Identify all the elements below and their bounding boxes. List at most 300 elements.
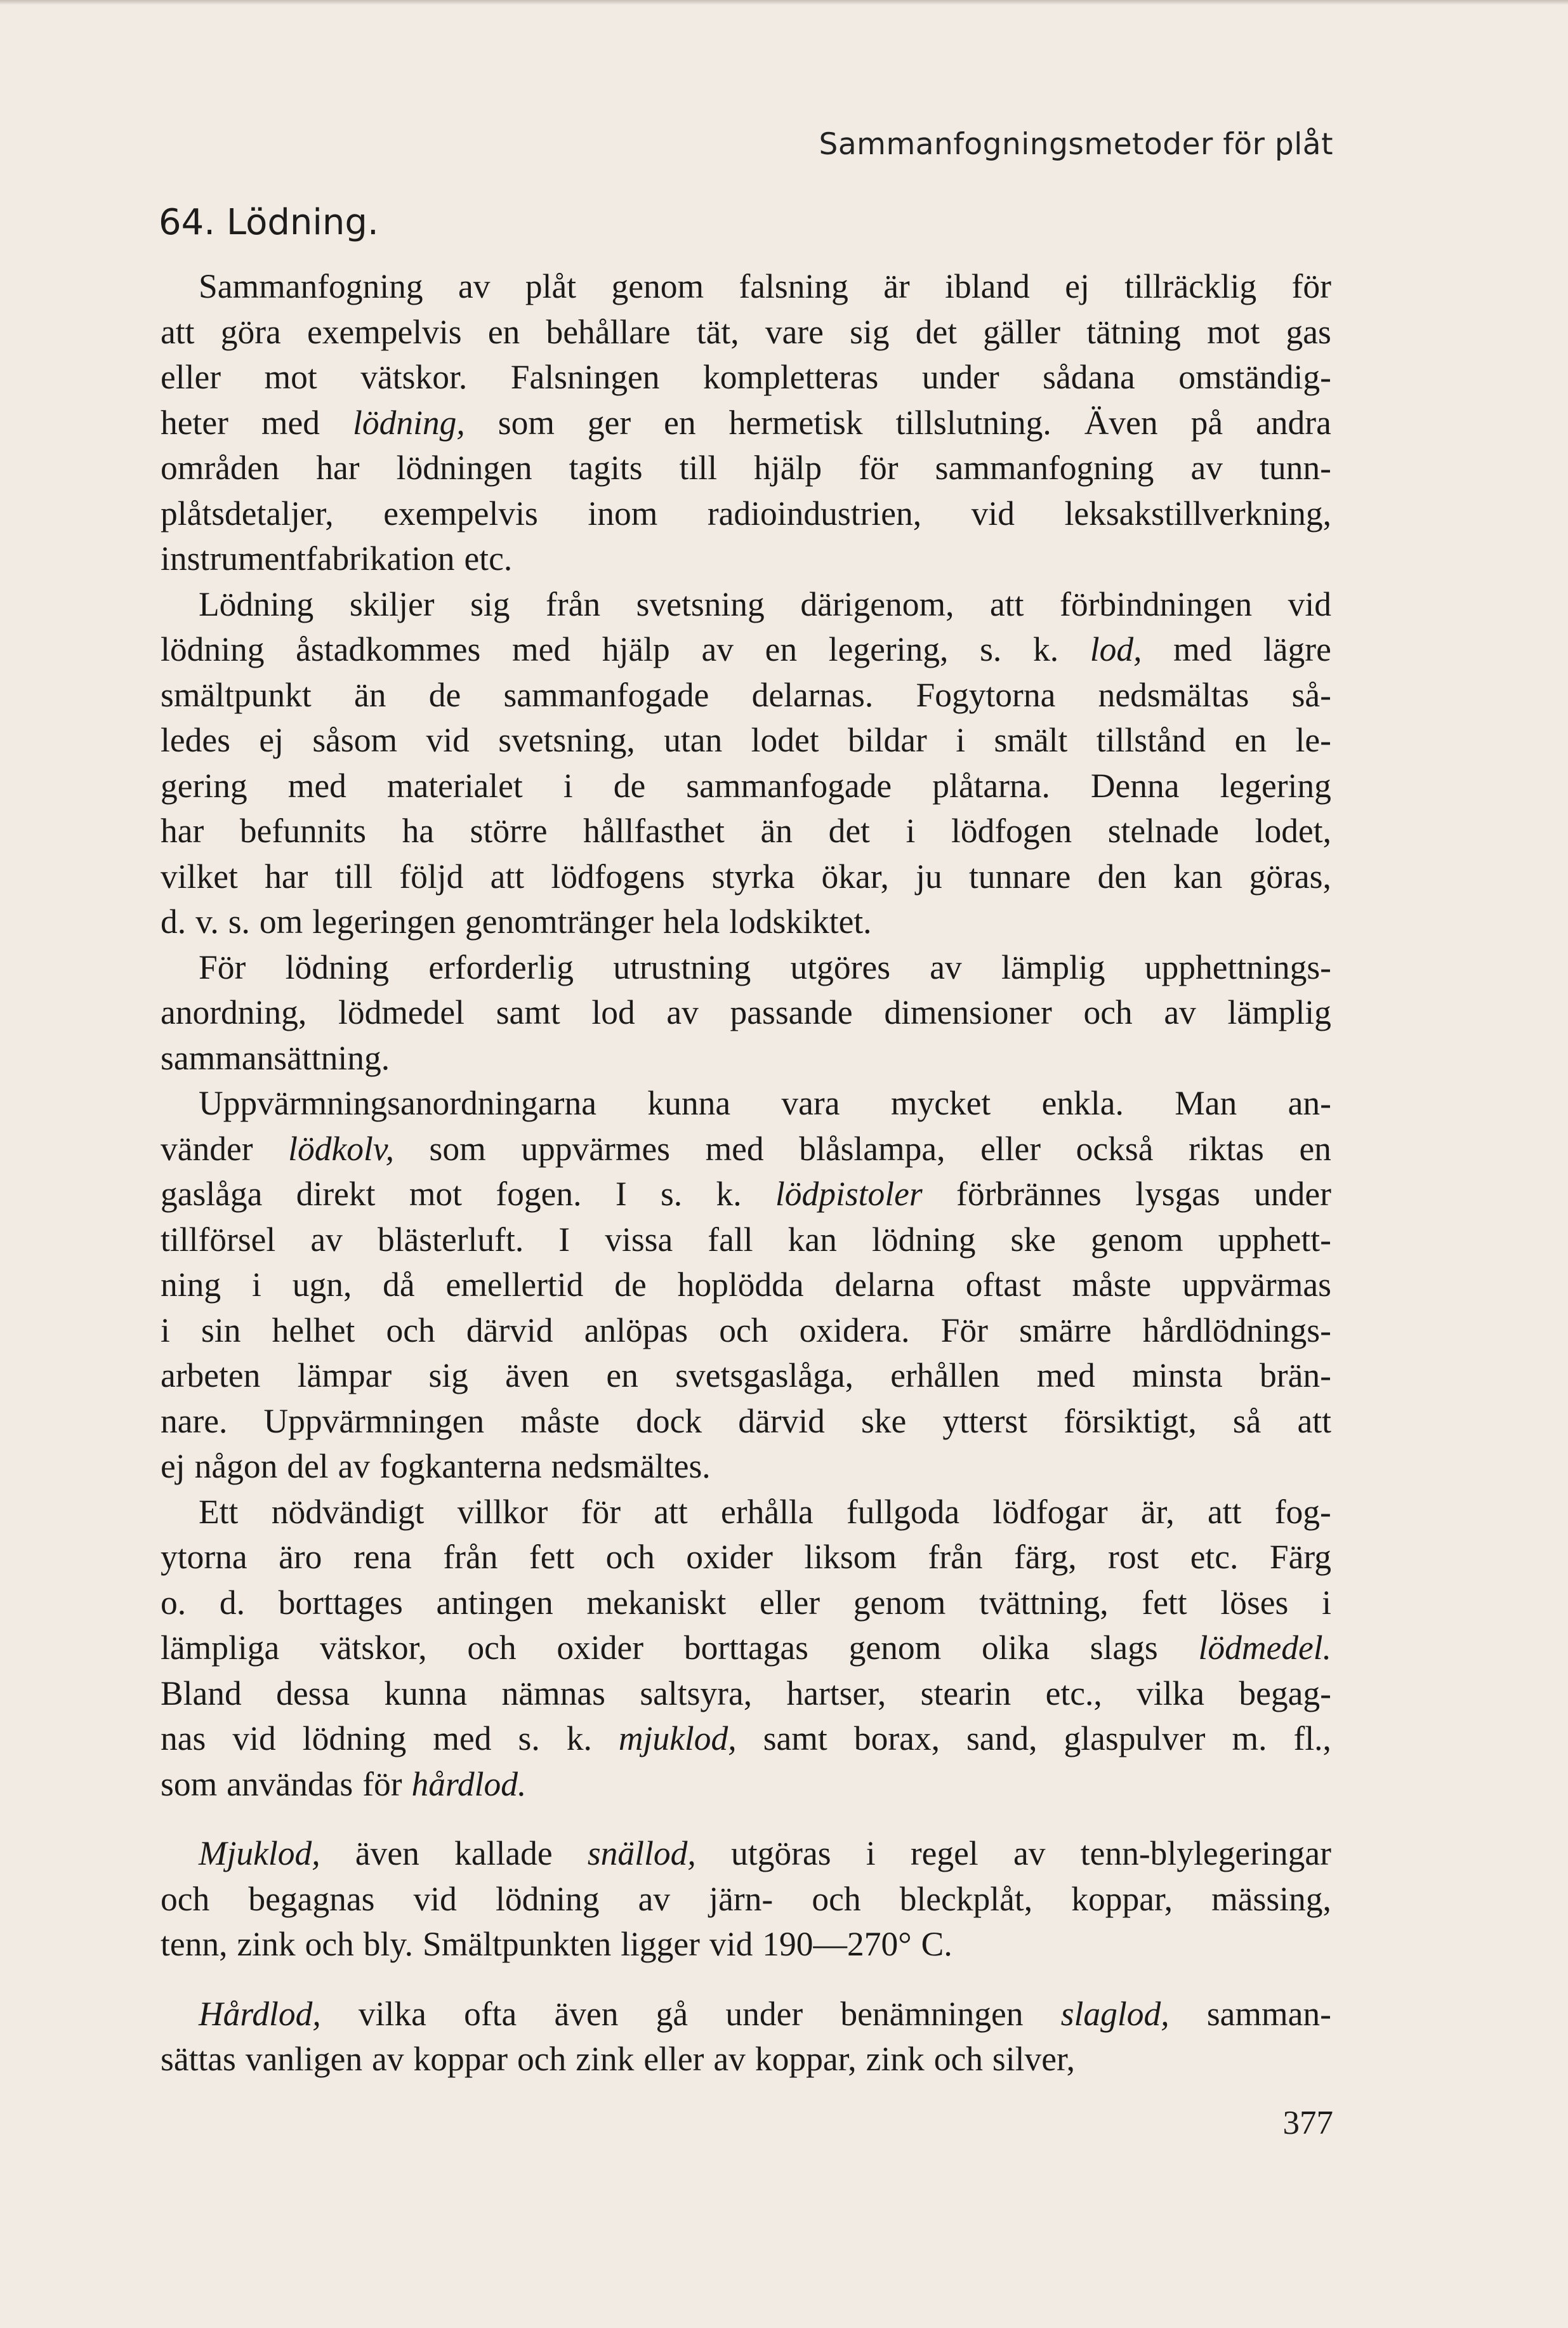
text-line xyxy=(161,582,1331,628)
word: fett xyxy=(1142,1583,1187,1622)
word: har xyxy=(316,449,360,487)
word: sättas xyxy=(161,2040,236,2078)
word: I xyxy=(558,1220,570,1259)
word: sig xyxy=(470,585,510,623)
word: ej xyxy=(1065,267,1090,305)
word: av xyxy=(701,630,734,668)
word: från xyxy=(443,1538,498,1576)
word: koppar, xyxy=(1071,1879,1173,1918)
word: med xyxy=(261,403,320,442)
word: Falsningen xyxy=(510,358,660,396)
word: med xyxy=(1173,630,1232,668)
word: exempelvis xyxy=(306,312,462,351)
word: under xyxy=(1254,1175,1331,1213)
word: och xyxy=(605,1538,655,1576)
word: s. xyxy=(980,630,1002,668)
word: måste xyxy=(1072,1266,1152,1304)
word: ytterst xyxy=(942,1401,1028,1440)
word: göra xyxy=(220,312,281,351)
word: arbeten xyxy=(161,1356,261,1394)
word: 190—270° xyxy=(762,1925,912,1963)
word: sig xyxy=(850,312,890,351)
word: en xyxy=(487,312,520,351)
word: andra xyxy=(1256,403,1331,442)
italic-term: lod, xyxy=(1090,630,1142,668)
word: gas xyxy=(1286,312,1331,351)
word: sammansättning. xyxy=(161,1038,390,1077)
word: av xyxy=(1164,993,1196,1031)
word: olika xyxy=(982,1629,1050,1667)
word: lödfogar xyxy=(992,1492,1108,1531)
word: tillslutning. xyxy=(895,403,1051,442)
word: etc. xyxy=(1190,1538,1239,1576)
word: har xyxy=(161,812,204,850)
word: som xyxy=(497,403,555,442)
word: av xyxy=(372,2040,404,2078)
word: Uppvärmningen xyxy=(263,1401,485,1440)
text-line xyxy=(161,1036,1331,1081)
word: förbrännes xyxy=(956,1175,1102,1213)
word: materialet xyxy=(386,766,523,805)
word: en xyxy=(1299,1129,1331,1168)
word: lödningen xyxy=(396,449,532,487)
word: koppar xyxy=(413,2040,508,2078)
word: smält xyxy=(994,721,1068,759)
word: villkor xyxy=(457,1492,548,1531)
word: ligger xyxy=(621,1925,700,1963)
word: oxider xyxy=(557,1629,644,1667)
word: ej xyxy=(259,721,284,759)
word: d. xyxy=(161,903,187,941)
word: försiktigt, xyxy=(1064,1401,1197,1440)
word: fett xyxy=(529,1538,575,1576)
paragraph xyxy=(161,1831,1331,1968)
word: hartser, xyxy=(786,1674,886,1712)
word: behållare xyxy=(546,312,671,351)
word: regel xyxy=(910,1834,978,1872)
word: Sammanfogning xyxy=(199,267,423,305)
word: tillstånd xyxy=(1096,721,1206,759)
word: tenn, xyxy=(161,1925,228,1963)
word: le- xyxy=(1295,721,1331,759)
word: vilka xyxy=(1136,1674,1205,1712)
word: är xyxy=(883,267,910,305)
word: med xyxy=(705,1129,764,1168)
text-line xyxy=(161,1353,1331,1399)
word: att xyxy=(161,312,195,351)
word: under xyxy=(921,358,999,396)
word: samt xyxy=(496,993,560,1031)
word: instrumentfabrikation xyxy=(161,539,455,578)
word: erhålla xyxy=(721,1492,814,1531)
word: under xyxy=(725,1994,803,2033)
word: från xyxy=(546,585,601,623)
word: i xyxy=(161,1311,170,1349)
word: mot xyxy=(264,358,317,396)
word: v. xyxy=(195,903,219,941)
word: lödning xyxy=(496,1879,600,1918)
word: befunnits xyxy=(239,812,367,850)
word: vätskor. xyxy=(360,358,468,396)
word: Smältpunkten xyxy=(423,1925,612,1963)
word: lodet xyxy=(751,721,819,759)
word: utan xyxy=(664,721,723,759)
word: uppvärmas xyxy=(1182,1266,1331,1304)
word: en xyxy=(765,630,798,668)
text-line xyxy=(161,491,1331,537)
word: användas xyxy=(227,1764,353,1803)
word: av xyxy=(1190,449,1223,487)
text-line xyxy=(161,1399,1331,1445)
word: rena xyxy=(353,1538,412,1576)
word: i xyxy=(956,721,966,759)
word: en xyxy=(1234,721,1267,759)
word: så- xyxy=(1291,675,1331,714)
word: nödvändigt xyxy=(271,1492,425,1531)
word: dessa xyxy=(276,1674,350,1712)
word: k. xyxy=(1032,630,1059,668)
word: koppar, xyxy=(754,2040,857,2078)
word: ske xyxy=(860,1401,907,1440)
word: vänder xyxy=(161,1129,253,1168)
word: liksom xyxy=(804,1538,897,1576)
word: och xyxy=(386,1311,435,1349)
word: ning xyxy=(161,1266,221,1304)
word: fall xyxy=(708,1220,753,1259)
word: vätskor, xyxy=(319,1629,427,1667)
word: leksakstillverkning, xyxy=(1064,494,1331,532)
word: plåtarna. xyxy=(932,766,1050,805)
word: m. xyxy=(1232,1719,1267,1757)
paragraph xyxy=(161,1081,1331,1490)
word: hårdlödnings- xyxy=(1142,1311,1331,1349)
word: tillförsel xyxy=(161,1220,276,1259)
word: lämpar xyxy=(297,1356,392,1394)
word: ger xyxy=(587,403,631,442)
word: zink xyxy=(237,1925,296,1963)
word: sin xyxy=(201,1311,241,1349)
text-line xyxy=(161,990,1331,1036)
text-line xyxy=(161,1877,1331,1922)
text-line xyxy=(161,764,1331,809)
word: Uppvärmningsanordningarna xyxy=(199,1084,596,1122)
word: För xyxy=(940,1311,988,1349)
word: fogkanterna xyxy=(379,1447,542,1485)
word: är, xyxy=(1140,1492,1175,1531)
word: och xyxy=(161,1879,210,1918)
word: av xyxy=(666,993,699,1031)
word: att xyxy=(1297,1401,1331,1440)
word: lödning xyxy=(161,630,265,668)
word: zink xyxy=(866,2040,925,2078)
word: vilka xyxy=(358,1994,426,2033)
word: inom xyxy=(588,494,658,532)
word: lödning xyxy=(302,1719,407,1757)
word: åstadkommes xyxy=(296,630,481,668)
text-line xyxy=(161,1580,1331,1626)
word: av xyxy=(338,1447,371,1485)
word: ju xyxy=(916,857,942,896)
word: större xyxy=(470,812,548,850)
word: och xyxy=(305,1925,354,1963)
word: stearin xyxy=(920,1674,1011,1712)
word: utrustning xyxy=(613,948,751,986)
word: även xyxy=(505,1356,570,1394)
text-line xyxy=(161,400,1331,446)
word: hjälp xyxy=(602,630,670,668)
word: borax, xyxy=(853,1719,940,1757)
word: falsning xyxy=(739,267,848,305)
word: med xyxy=(287,766,346,805)
word: kallade xyxy=(454,1834,553,1872)
word: järn- xyxy=(709,1879,774,1918)
italic-term: Mjuklod, xyxy=(199,1834,320,1872)
word: hållfasthet xyxy=(583,812,725,850)
word: de xyxy=(614,1266,647,1304)
word: lödmedel xyxy=(338,993,465,1031)
word: eller xyxy=(643,2040,704,2078)
word: fullgoda xyxy=(846,1492,960,1531)
word: ibland xyxy=(945,267,1030,305)
word: genom xyxy=(848,1629,942,1667)
word: benämningen xyxy=(840,1994,1024,2033)
paragraph xyxy=(161,1992,1331,2082)
text-line xyxy=(161,718,1331,764)
word: mot xyxy=(1207,312,1260,351)
word: sig xyxy=(428,1356,468,1394)
word: sådana xyxy=(1043,358,1135,396)
word: zink xyxy=(576,2040,635,2078)
word: o. xyxy=(161,1583,187,1622)
text-line xyxy=(161,627,1331,673)
word: än xyxy=(760,812,793,850)
word: nas xyxy=(161,1719,206,1757)
word: kunna xyxy=(384,1674,468,1712)
word: nedsmältes. xyxy=(551,1447,711,1485)
word: eller xyxy=(980,1129,1041,1168)
italic-term: lödpistoler xyxy=(775,1175,923,1213)
word: lysgas xyxy=(1135,1175,1220,1213)
word: För xyxy=(199,948,246,986)
word: legering, xyxy=(828,630,949,668)
word: tunn- xyxy=(1260,449,1331,487)
word: smärre xyxy=(1019,1311,1112,1349)
paragraph xyxy=(161,264,1331,582)
word: kunna xyxy=(647,1084,731,1122)
word: av xyxy=(638,1879,671,1918)
italic-term: Hårdlod, xyxy=(199,1994,321,2033)
word: gäller xyxy=(983,312,1061,351)
word: s. xyxy=(228,903,250,941)
word: vid xyxy=(232,1719,276,1757)
text-line xyxy=(161,1217,1331,1263)
word: mot xyxy=(409,1175,463,1213)
italic-term: lödkolv, xyxy=(288,1129,394,1168)
text-line xyxy=(161,2037,1331,2082)
word: fog- xyxy=(1274,1492,1331,1531)
running-head: Sammanfogningsmetoder för plåt xyxy=(819,127,1333,162)
word: av xyxy=(310,1220,343,1259)
word: genomtränger xyxy=(465,903,654,941)
paragraph-gap xyxy=(161,1968,1331,1992)
word: etc. xyxy=(464,539,513,578)
word: för xyxy=(581,1492,621,1531)
word: nare. xyxy=(161,1401,228,1440)
word: och xyxy=(1083,993,1133,1031)
word: att xyxy=(1207,1492,1242,1531)
text-line xyxy=(161,1444,1331,1490)
word: lödfogen xyxy=(951,812,1072,850)
word: erhållen xyxy=(890,1356,1000,1394)
word: i xyxy=(906,812,916,850)
word: för xyxy=(859,449,899,487)
word: vare xyxy=(765,312,824,351)
word: C. xyxy=(921,1925,952,1963)
word: upphettnings- xyxy=(1144,948,1331,986)
word: gering xyxy=(161,766,247,805)
word: i xyxy=(866,1834,876,1872)
word: lödning xyxy=(285,948,390,986)
word: plåtsdetaljer, xyxy=(161,494,334,532)
word: av xyxy=(1013,1834,1046,1872)
word: lodet, xyxy=(1255,812,1331,850)
word: därvid xyxy=(738,1401,825,1440)
word: eller xyxy=(161,358,221,396)
word: rost xyxy=(1108,1538,1159,1576)
text-line xyxy=(161,536,1331,582)
word: antingen xyxy=(436,1583,553,1622)
word: tät, xyxy=(696,312,739,351)
word: svetsning xyxy=(636,585,765,623)
word: Fogytorna xyxy=(916,675,1056,714)
word: kan xyxy=(787,1220,837,1259)
word: en xyxy=(664,403,696,442)
word: etc., xyxy=(1045,1674,1102,1712)
word: en xyxy=(606,1356,638,1394)
word: därigenom, xyxy=(800,585,954,623)
text-line xyxy=(161,1127,1331,1172)
word: som xyxy=(429,1129,486,1168)
word: styrka xyxy=(711,857,795,896)
word: och xyxy=(719,1311,768,1349)
word: smältpunkt xyxy=(161,675,312,714)
word: därvid xyxy=(466,1311,553,1349)
text-line xyxy=(161,1490,1331,1535)
word: blästerluft. xyxy=(377,1220,524,1259)
word: tenn-blylegeringar xyxy=(1080,1834,1331,1872)
word: genom xyxy=(611,267,704,305)
word: mekaniskt xyxy=(586,1583,727,1622)
word: någon xyxy=(194,1447,278,1485)
word: då xyxy=(383,1266,415,1304)
word: vid xyxy=(1288,585,1331,623)
word: ugn, xyxy=(292,1266,352,1304)
paragraph xyxy=(161,1490,1331,1808)
word: färg, xyxy=(1014,1538,1077,1576)
word: vissa xyxy=(605,1220,673,1259)
word: s. xyxy=(660,1175,683,1213)
word: borttagas xyxy=(683,1629,808,1667)
word: glaspulver xyxy=(1064,1719,1206,1757)
paragraph-gap xyxy=(161,1807,1331,1831)
text-line xyxy=(161,355,1331,400)
word: de xyxy=(428,675,461,714)
text-line xyxy=(161,899,1331,945)
word: Ett xyxy=(199,1492,239,1531)
word: även xyxy=(355,1834,419,1872)
word: det xyxy=(828,812,870,850)
word: Lödning xyxy=(199,585,314,623)
word: fl., xyxy=(1293,1719,1331,1757)
word: bildar xyxy=(848,721,927,759)
word: hermetisk xyxy=(728,403,863,442)
page-edge-shadow xyxy=(0,0,1568,5)
word: lod xyxy=(591,993,635,1031)
word: anlöpas xyxy=(584,1311,688,1349)
word: lämpliga xyxy=(161,1629,280,1667)
word: även xyxy=(554,1994,619,2033)
text-line xyxy=(161,1625,1331,1671)
text-line xyxy=(161,945,1331,991)
text-line xyxy=(161,264,1331,310)
word: delarnas. xyxy=(751,675,874,714)
word: legeringen xyxy=(312,903,456,941)
word: upphett- xyxy=(1218,1220,1331,1259)
word: dimensioner xyxy=(884,993,1052,1031)
word: helhet xyxy=(272,1311,355,1349)
word: delarna xyxy=(834,1266,935,1304)
word: genom xyxy=(1090,1220,1183,1259)
word: samman- xyxy=(1206,1994,1331,2033)
word: så xyxy=(1232,1401,1262,1440)
word: hoplödda xyxy=(677,1266,804,1304)
word: riktas xyxy=(1189,1129,1264,1168)
word: plåt xyxy=(525,267,577,305)
word: enkla. xyxy=(1041,1084,1124,1122)
word: lämplig xyxy=(1001,948,1105,986)
paragraph xyxy=(161,945,1331,1081)
text-line xyxy=(161,1716,1331,1762)
word: äro xyxy=(279,1538,322,1576)
word: att xyxy=(990,585,1024,623)
word: slags xyxy=(1090,1629,1158,1667)
italic-term: lödning, xyxy=(352,403,465,442)
text-line xyxy=(161,1671,1331,1717)
word: saltsyra, xyxy=(640,1674,753,1712)
text-line xyxy=(161,1172,1331,1217)
text-line xyxy=(161,809,1331,854)
word: gaslåga xyxy=(161,1175,263,1213)
word: måste xyxy=(520,1401,600,1440)
word: utgöras xyxy=(731,1834,831,1872)
word: silver, xyxy=(992,2040,1076,2078)
text-line xyxy=(161,1081,1331,1127)
italic-term: hårdlod. xyxy=(411,1764,527,1803)
word: direkt xyxy=(296,1175,376,1213)
word: stelnade xyxy=(1107,812,1220,850)
word: göras, xyxy=(1249,857,1331,896)
page-number: 377 xyxy=(1282,2105,1333,2141)
word: s. xyxy=(518,1719,540,1757)
word: genom xyxy=(853,1583,946,1622)
word: kompletteras xyxy=(703,358,879,396)
word: gå xyxy=(656,1994,688,2033)
word: än xyxy=(354,675,386,714)
word: mycket xyxy=(890,1084,991,1122)
word: brän- xyxy=(1260,1356,1331,1394)
word: till xyxy=(679,449,718,487)
word: begag- xyxy=(1239,1674,1331,1712)
